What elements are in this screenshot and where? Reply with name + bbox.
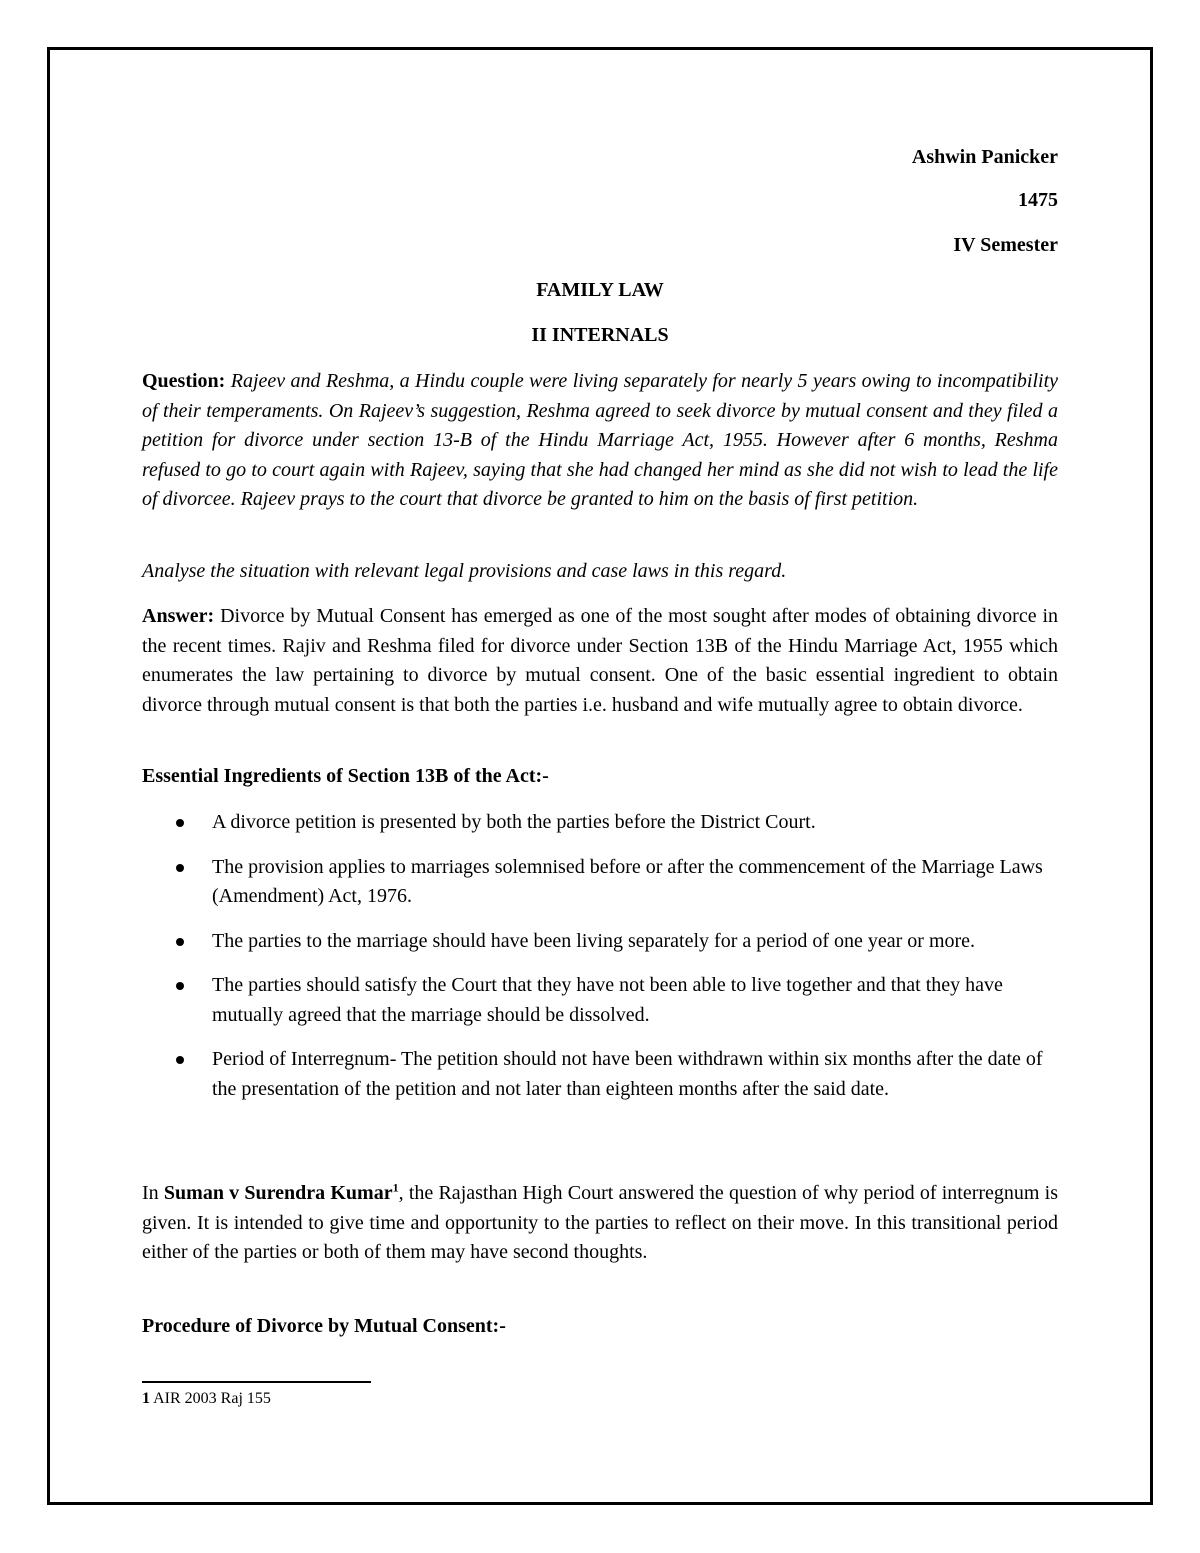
bullet-icon — [176, 982, 184, 990]
question-text: Rajeev and Reshma, a Hindu couple were living separately for nearly 5 years owing to incompatibility of their temperaments. On Rajeev’s suggestion, Reshma agreed to seek divorce by mutual consent and they filed a petition for divorce under section 13-B of the Hindu Marriage Act, 1955. However after 6 months, Reshma refused to go to court again with Rajeev, saying that she had changed her mind as she did not wish to lead the life of divorcee. Rajeev prays to the court that divorce be granted to him on the basis of first petition. — [142, 370, 1059, 510]
question-instruction: Analyse the situation with relevant legal provisions and case laws in this regard. — [142, 560, 787, 582]
answer-text: Divorce by Mutual Consent has emerged as one of the most sought after modes of obtaining divorce in the recent times. Rajiv and Reshma filed for divorce under Section 13B of the Hindu Marriage Act, 1955 which enumerates the law pertaining to divorce by mutual consent. One of the basic essential ingredient to obtain divorce through mutual consent is that both the parties i.e. husband and wife mutually agree to obtain divorce. — [142, 605, 1058, 716]
case-paragraph: In Suman v Surendra Kumar$^1$, the Rajasthan High Court answered the question of why period of interregnum is given. It is intended to give time and opportunity to the parties to reflect on their move. In this transitional period either of the parties or both of them may have second thoughts. — [142, 1180, 1059, 1263]
bullet-icon — [176, 1056, 184, 1064]
procedure-heading: Procedure of Divorce by Mutual Consent:- — [142, 1315, 506, 1337]
answer-label: Answer: — [142, 605, 215, 627]
subject-title: FAMILY LAW — [536, 279, 664, 301]
roll-number: 1475 — [1018, 189, 1058, 211]
essentials-heading: Essential Ingredients of Section 13B of the Act:- — [142, 765, 549, 787]
bullet-icon — [176, 864, 184, 872]
list-item: The parties should satisfy the Court that they have not been able to live together and that they have mutually agreed that the marriage should be dissolved. — [142, 971, 1058, 1030]
question-paragraph — [142, 367, 1058, 515]
case-name: Suman v Surendra Kumar — [163, 1182, 393, 1204]
bullet-icon — [176, 938, 184, 946]
list-item: A divorce petition is presented by both the parties before the District Court. — [142, 808, 1058, 838]
bullet-icon — [176, 819, 184, 827]
author-name: Ashwin Panicker — [911, 146, 1058, 168]
footnote-separator — [142, 1381, 371, 1383]
footnote-ref: 1 — [392, 1180, 399, 1195]
list-item: The provision applies to marriages solemnised before or after the commencement of the Marriage Laws (Amendment) Act, 1976. — [142, 853, 1058, 912]
question-label: Question: — [142, 370, 226, 392]
essentials-list — [142, 808, 1058, 1104]
answer-paragraph — [142, 602, 1058, 720]
exam-title: II INTERNALS — [531, 324, 669, 346]
footnote: 1 AIR 2003 Raj 155 — [142, 1390, 271, 1407]
list-item: The parties to the marriage should have been living separately for a period of one year or more. — [142, 927, 1058, 957]
semester: IV Semester — [953, 234, 1058, 256]
list-item: Period of Interregnum- The petition should not have been withdrawn within six months after the date of the presentation of the petition and not later than eighteen months after the said date. — [142, 1045, 1058, 1104]
